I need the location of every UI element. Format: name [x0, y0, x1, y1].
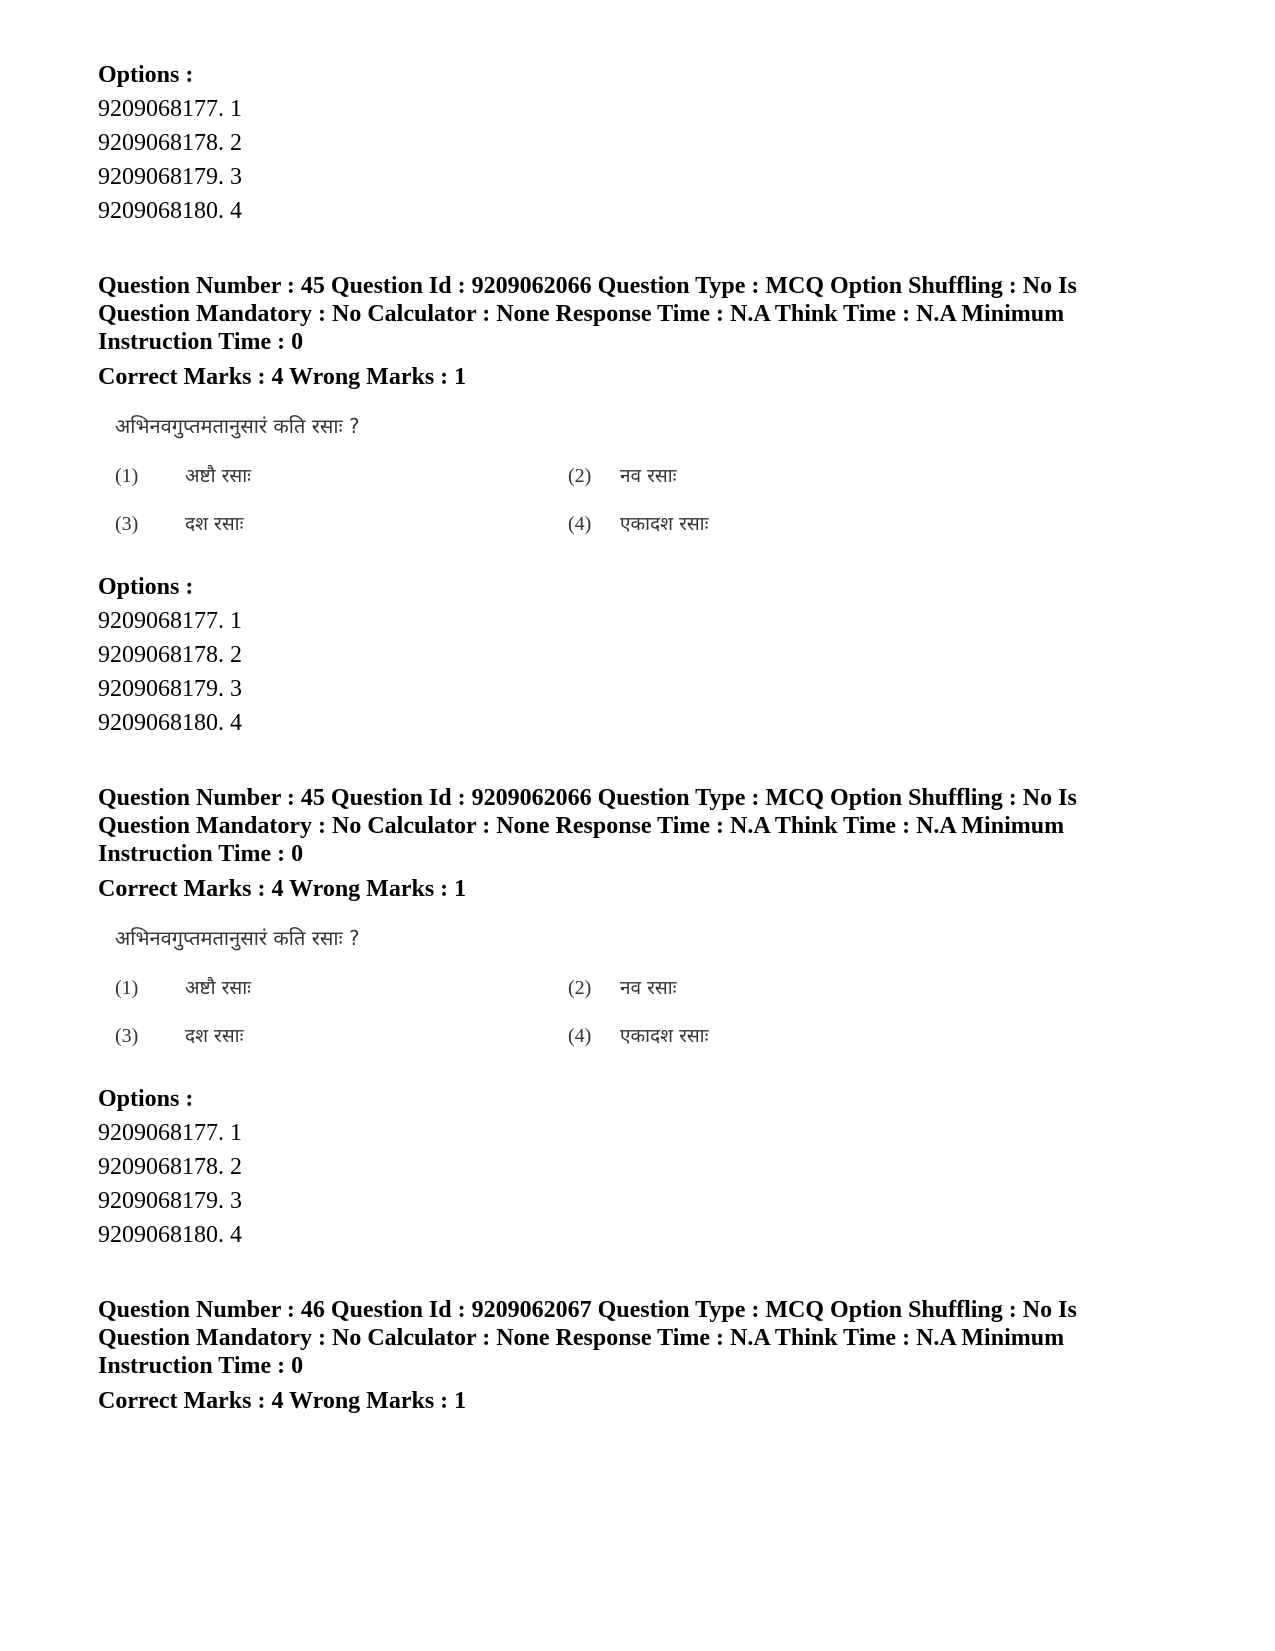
options-heading: Options : [98, 1086, 194, 1112]
question-header: Question Number : 46 Question Id : 9209062067 Question Type : MCQ Option Shuffling : No Is Question Mandatory : No Calculator : None Response Time : N.A Think Time : N.A Minimum Instruction Time : 0 [98, 1297, 1077, 1379]
choice-text: दश रसाः [185, 1025, 244, 1047]
option-line: 9209068179. 3 [98, 676, 242, 702]
choice-text: एकादश रसाः [620, 513, 709, 535]
options-block-top [98, 58, 1198, 228]
options-block [98, 1082, 1198, 1252]
option-line: 9209068180. 4 [98, 710, 242, 736]
choice-number: (3) [115, 1025, 139, 1047]
option-line: 9209068179. 3 [98, 164, 242, 190]
option-line: 9209068178. 2 [98, 642, 242, 668]
choice-text: दश रसाः [185, 513, 244, 535]
question-header: Question Number : 45 Question Id : 9209062066 Question Type : MCQ Option Shuffling : No Is Question Mandatory : No Calculator : None Response Time : N.A Think Time : N.A Minimum Instruction Time : 0 [98, 273, 1077, 355]
options-heading: Options : [98, 62, 194, 88]
choice-number: (1) [115, 465, 139, 487]
option-line: 9209068177. 1 [98, 1120, 242, 1146]
question-meta [98, 272, 1198, 391]
options-heading: Options : [98, 574, 194, 600]
choice-text: नव रसाः [620, 977, 677, 999]
question-marks: Correct Marks : 4 Wrong Marks : 1 [98, 364, 467, 390]
question-marks: Correct Marks : 4 Wrong Marks : 1 [98, 1388, 467, 1414]
option-line: 9209068180. 4 [98, 1222, 242, 1248]
choice-number: (4) [568, 513, 592, 535]
choice-number: (2) [568, 465, 592, 487]
question-meta [98, 784, 1198, 903]
question-stem: अभिनवगुप्तमतानुसारं कति रसाः ? [115, 414, 360, 438]
option-line: 9209068178. 2 [98, 1154, 242, 1180]
option-line: 9209068179. 3 [98, 1188, 242, 1214]
option-line: 9209068177. 1 [98, 608, 242, 634]
choice-number: (4) [568, 1025, 592, 1047]
question-header: Question Number : 45 Question Id : 9209062066 Question Type : MCQ Option Shuffling : No Is Question Mandatory : No Calculator : None Response Time : N.A Think Time : N.A Minimum Instruction Time : 0 [98, 785, 1077, 867]
question-image [115, 925, 755, 1065]
option-line: 9209068177. 1 [98, 96, 242, 122]
question-marks: Correct Marks : 4 Wrong Marks : 1 [98, 876, 467, 902]
question-image [115, 413, 755, 553]
option-line: 9209068180. 4 [98, 198, 242, 224]
choice-text: नव रसाः [620, 465, 677, 487]
choice-number: (3) [115, 513, 139, 535]
choice-text: एकादश रसाः [620, 1025, 709, 1047]
choice-text: अष्टौ रसाः [185, 465, 251, 487]
choice-number: (2) [568, 977, 592, 999]
option-line: 9209068178. 2 [98, 130, 242, 156]
choice-number: (1) [115, 977, 139, 999]
choice-text: अष्टौ रसाः [185, 977, 251, 999]
question-stem: अभिनवगुप्तमतानुसारं कति रसाः ? [115, 926, 360, 950]
question-meta [98, 1296, 1198, 1415]
options-block [98, 570, 1198, 740]
